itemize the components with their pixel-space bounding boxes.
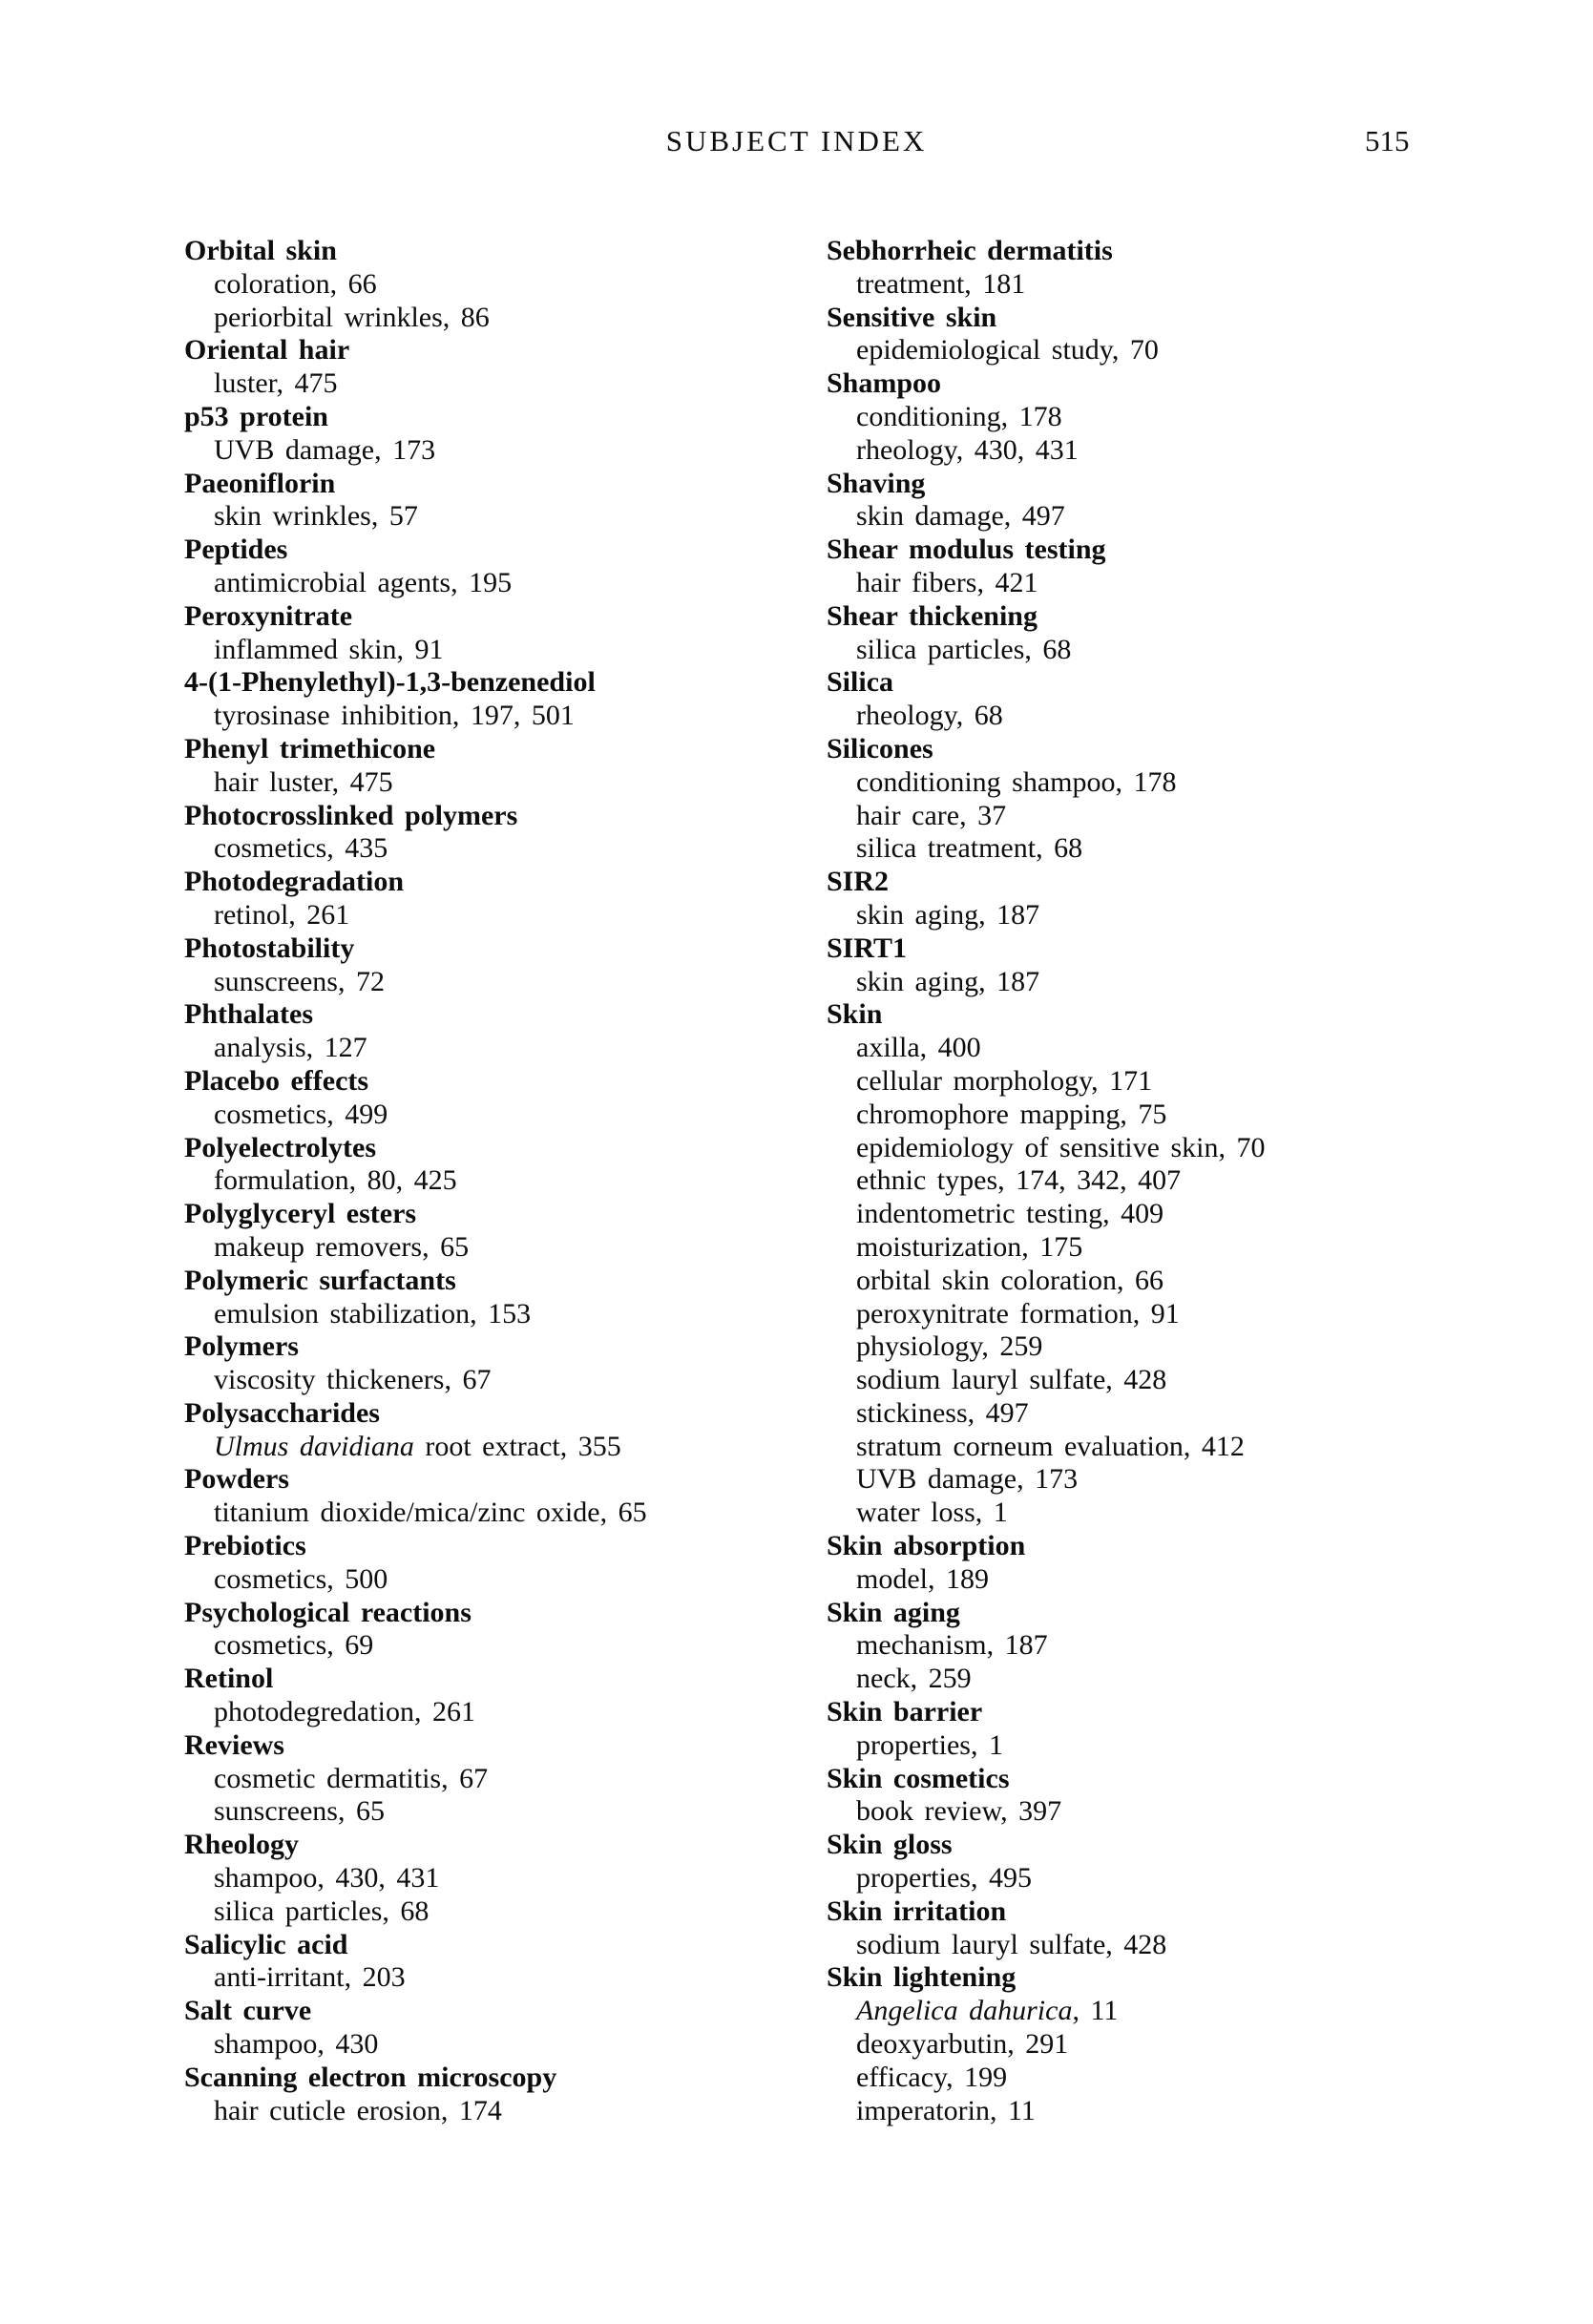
index-subentry: anti-irritant, 203 bbox=[214, 1961, 406, 1994]
index-term: Salt curve bbox=[184, 1995, 312, 2027]
index-term: Scanning electron microscopy bbox=[184, 2061, 557, 2093]
index-term: Skin aging bbox=[827, 1596, 960, 1628]
index-subentry: silica particles, 68 bbox=[214, 1895, 430, 1927]
index-term: Polysaccharides bbox=[184, 1396, 380, 1429]
index-subentry: stratum corneum evaluation, 412 bbox=[856, 1430, 1245, 1462]
index-subentry: skin wrinkles, 57 bbox=[214, 500, 418, 533]
index-term: Skin barrier bbox=[827, 1696, 983, 1728]
index-term: Prebiotics bbox=[184, 1530, 306, 1562]
index-subentry: periorbital wrinkles, 86 bbox=[214, 301, 490, 333]
index-subentry: luster, 475 bbox=[214, 367, 338, 400]
index-term: Shear thickening bbox=[827, 599, 1038, 632]
index-term: Shampoo bbox=[827, 367, 942, 400]
index-subentry: stickiness, 497 bbox=[856, 1396, 1029, 1429]
index-subentry: ethnic types, 174, 342, 407 bbox=[856, 1164, 1182, 1197]
index-subentry: cellular morphology, 171 bbox=[856, 1064, 1153, 1097]
index-subentry: titanium dioxide/mica/zinc oxide, 65 bbox=[214, 1497, 647, 1529]
page-header-title: SUBJECT INDEX bbox=[665, 124, 928, 157]
index-subentry: sodium lauryl sulfate, 428 bbox=[856, 1928, 1167, 1960]
index-subentry: chromophore mapping, 75 bbox=[856, 1098, 1167, 1130]
index-subentry: indentometric testing, 409 bbox=[856, 1198, 1164, 1230]
index-term: Oriental hair bbox=[184, 334, 350, 366]
index-term: Phenyl trimethicone bbox=[184, 732, 436, 764]
index-subentry: tyrosinase inhibition, 197, 501 bbox=[214, 700, 575, 732]
index-term: 4-(1-Phenylethyl)-1,3-benzenediol bbox=[184, 666, 596, 699]
index-subentry: efficacy, 199 bbox=[856, 2061, 1008, 2093]
index-term: Orbital skin bbox=[184, 235, 337, 266]
index-term: Rheology bbox=[184, 1829, 299, 1861]
species-name-italic: Angelica dahurica bbox=[856, 1995, 1073, 2027]
index-term: Photostability bbox=[184, 932, 355, 964]
index-term: Shaving bbox=[827, 467, 926, 499]
index-term: Reviews bbox=[184, 1728, 284, 1761]
index-subentry: hair fibers, 421 bbox=[856, 566, 1038, 598]
index-subentry: model, 189 bbox=[856, 1562, 989, 1595]
index-subentry: rheology, 68 bbox=[856, 700, 1003, 732]
index-subentry: coloration, 66 bbox=[214, 267, 377, 300]
index-term: SIR2 bbox=[827, 866, 890, 898]
index-subentry: antimicrobial agents, 195 bbox=[214, 566, 513, 598]
index-subentry: analysis, 127 bbox=[214, 1032, 367, 1064]
index-subentry: epidemiological study, 70 bbox=[856, 334, 1159, 366]
index-subentry: emulsion stabilization, 153 bbox=[214, 1297, 532, 1329]
index-subentry: water loss, 1 bbox=[856, 1497, 1008, 1529]
page-number: 515 bbox=[1365, 124, 1410, 157]
index-term: Peroxynitrate bbox=[184, 599, 353, 632]
index-term: Photodegradation bbox=[184, 866, 405, 898]
index-subentry: cosmetic dermatitis, 67 bbox=[214, 1762, 489, 1794]
index-term: Skin cosmetics bbox=[827, 1762, 1010, 1794]
index-term: Photocrosslinked polymers bbox=[184, 799, 518, 831]
index-term: Shear modulus testing bbox=[827, 534, 1106, 566]
index-subentry: inflammed skin, 91 bbox=[214, 633, 444, 665]
index-subentry: treatment, 181 bbox=[856, 267, 1026, 300]
index-term: Skin absorption bbox=[827, 1530, 1026, 1562]
index-subentry: conditioning, 178 bbox=[856, 400, 1062, 432]
index-subentry: book review, 397 bbox=[856, 1795, 1062, 1828]
index-subentry: hair cuticle erosion, 174 bbox=[214, 2094, 502, 2126]
index-subentry: rheology, 430, 431 bbox=[856, 433, 1079, 466]
index-subentry: Angelica dahurica, 11 bbox=[856, 1995, 1119, 2027]
index-subentry: physiology, 259 bbox=[856, 1330, 1043, 1363]
index-subentry: epidemiology of sensitive skin, 70 bbox=[856, 1131, 1266, 1163]
index-term: Silica bbox=[827, 666, 894, 699]
index-term: Silicones bbox=[827, 732, 933, 764]
index-term: p53 protein bbox=[184, 400, 328, 432]
index-subentry: peroxynitrate formation, 91 bbox=[856, 1297, 1180, 1329]
index-term: Polyelectrolytes bbox=[184, 1131, 377, 1163]
index-term: Placebo effects bbox=[184, 1064, 369, 1097]
index-subentry: silica particles, 68 bbox=[856, 633, 1072, 665]
index-term: Paeoniflorin bbox=[184, 467, 336, 499]
index-term: Skin lightening bbox=[827, 1961, 1017, 1994]
index-subentry: properties, 1 bbox=[856, 1728, 1003, 1761]
index-subentry: sunscreens, 65 bbox=[214, 1795, 385, 1828]
index-term: Polymeric surfactants bbox=[184, 1264, 456, 1296]
index-subentry: UVB damage, 173 bbox=[856, 1463, 1079, 1496]
index-subentry: photodegredation, 261 bbox=[214, 1696, 475, 1728]
index-subentry: neck, 259 bbox=[856, 1663, 972, 1695]
index-subentry: silica treatment, 68 bbox=[856, 832, 1083, 865]
index-subentry: mechanism, 187 bbox=[856, 1629, 1048, 1662]
index-subentry: cosmetics, 500 bbox=[214, 1562, 388, 1595]
index-term: Skin gloss bbox=[827, 1829, 953, 1861]
index-term: Sebhorrheic dermatitis bbox=[827, 235, 1113, 266]
index-subentry: properties, 495 bbox=[856, 1862, 1032, 1895]
index-term: Powders bbox=[184, 1463, 289, 1496]
index-subentry: hair care, 37 bbox=[856, 799, 1007, 831]
index-subentry: viscosity thickeners, 67 bbox=[214, 1364, 492, 1396]
index-term: Sensitive skin bbox=[827, 301, 997, 333]
index-term: Polyglyceryl esters bbox=[184, 1198, 417, 1230]
index-subentry: deoxyarbutin, 291 bbox=[856, 2028, 1069, 2061]
index-subentry: UVB damage, 173 bbox=[214, 433, 436, 466]
index-right-column bbox=[827, 235, 1457, 2127]
index-subentry: orbital skin coloration, 66 bbox=[856, 1264, 1163, 1296]
index-subentry: cosmetics, 499 bbox=[214, 1098, 388, 1130]
index-term: Skin bbox=[827, 998, 883, 1031]
index-term: Peptides bbox=[184, 534, 288, 566]
index-term: Retinol bbox=[184, 1663, 274, 1695]
index-left-column bbox=[184, 235, 814, 2127]
index-term: Polymers bbox=[184, 1330, 299, 1363]
index-term: SIRT1 bbox=[827, 932, 907, 964]
index-subentry: retinol, 261 bbox=[214, 898, 350, 931]
index-term: Salicylic acid bbox=[184, 1928, 348, 1960]
index-subentry: imperatorin, 11 bbox=[856, 2094, 1036, 2126]
index-subentry: conditioning shampoo, 178 bbox=[856, 765, 1177, 798]
index-subentry: skin damage, 497 bbox=[856, 500, 1065, 533]
index-subentry: formulation, 80, 425 bbox=[214, 1164, 457, 1197]
index-term: Phthalates bbox=[184, 998, 313, 1031]
index-subentry: shampoo, 430, 431 bbox=[214, 1862, 440, 1895]
index-subentry: axilla, 400 bbox=[856, 1032, 981, 1064]
index-subentry: sunscreens, 72 bbox=[214, 965, 385, 997]
index-subentry: cosmetics, 435 bbox=[214, 832, 388, 865]
species-name-italic: Ulmus davidiana bbox=[214, 1430, 414, 1462]
index-term: Skin irritation bbox=[827, 1895, 1007, 1927]
index-subentry: skin aging, 187 bbox=[856, 898, 1040, 931]
index-subentry: shampoo, 430 bbox=[214, 2028, 379, 2061]
index-subentry: hair luster, 475 bbox=[214, 765, 393, 798]
index-subentry: Ulmus davidiana root extract, 355 bbox=[214, 1430, 621, 1462]
index-term: Psychological reactions bbox=[184, 1596, 472, 1628]
index-subentry: makeup removers, 65 bbox=[214, 1230, 470, 1263]
index-subentry: cosmetics, 69 bbox=[214, 1629, 374, 1662]
index-subentry: moisturization, 175 bbox=[856, 1230, 1083, 1263]
index-subentry: sodium lauryl sulfate, 428 bbox=[856, 1364, 1167, 1396]
index-subentry: skin aging, 187 bbox=[856, 965, 1040, 997]
